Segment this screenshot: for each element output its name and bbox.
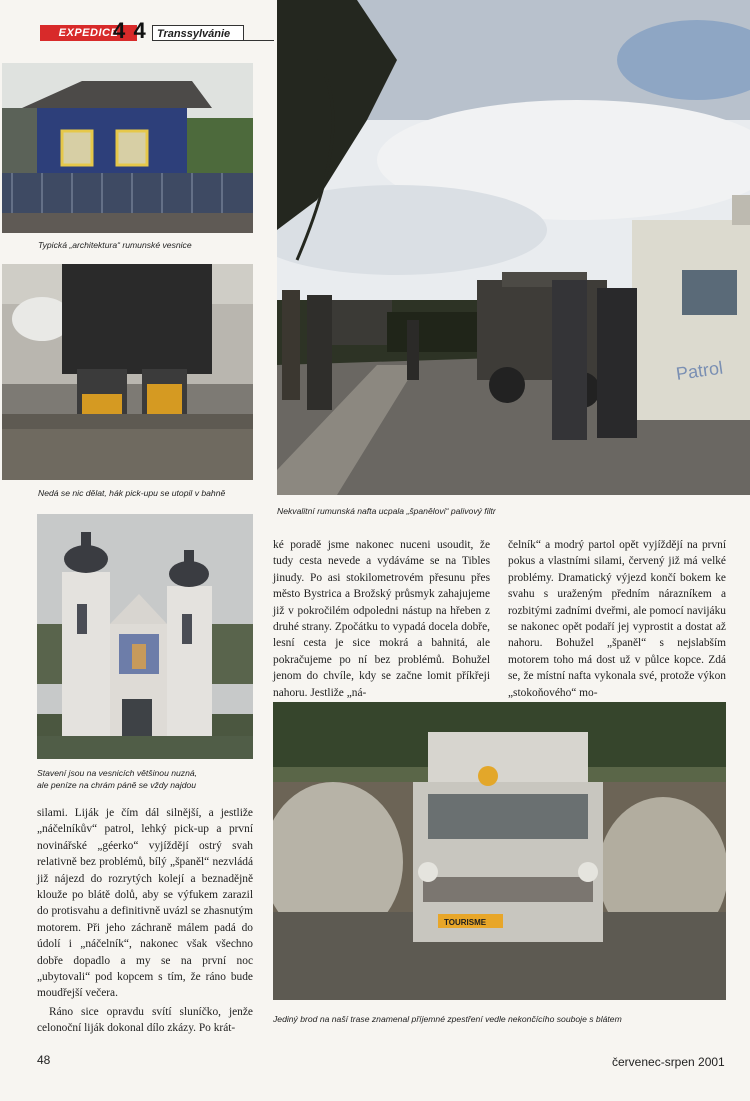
photo-church (37, 514, 253, 759)
logo-digit-left: 4 (113, 18, 124, 43)
caption-pickup: Nedá se nic dělat, hák pick-upu se utopil v bahně (38, 488, 226, 498)
page-number: 48 (37, 1053, 51, 1067)
photo-pickup-mud (2, 264, 253, 480)
photo-road-cars (277, 0, 750, 495)
logo-x: x (123, 18, 134, 43)
article-column-middle-top (273, 537, 490, 701)
photo-house (2, 63, 253, 233)
article-column-right-top (508, 537, 726, 701)
caption-church-line-2: ale peníze na chrám páně se vždy najdou (37, 780, 197, 790)
photo-ford-splash (273, 702, 726, 1000)
caption-ford: Jediný brod na naší trase znamenal příjemné zpestření vedle nekončícího souboje s blátem (273, 1014, 622, 1024)
caption-church-line-1: Stavení jsou na vesnicích většinou nuzná, (37, 768, 198, 778)
logo-4x4 (113, 20, 144, 42)
plate-text: TOURISME (444, 918, 487, 927)
article-paragraph: silami. Liják je čím dál silnější, a jestliže „náčelníkův“ patrol, lehký pick-up a první novinářské „géerko“ vyjíždějí ostrý svah relativně bez problémů, bílý „španěl“ nezvládá již nájezd do rozrytých kolejí a beznadějně klouže po blátě dolů, aby se výfukem zarazil do protisvahu a definitivně uvázl se zhasnutým motorem. Při jeho záchraně málem padá do údolí i „náčelník“, nakonec však všechno dobře dopadlo a my se na první noc „ubytovali“ pod kopcem s tím, že ráno bude moudřejší večera. (37, 807, 253, 1000)
article-paragraph: čelník“ a modrý partol opět vyjíždějí na první pokus a vlastními silami, červený již má velké problémy. Dramatický výjezd končí bokem ke svahu s uraženým předním nárazníkem a rozbitými zadními dveřmi, ale pomocí navijáku se nakonec opět podaří jej vyprostit a dostat až nahoru. Bohužel „španěl“ s nejslabším motorem toho má dost už v půlce kopce. Zdá se, že místní nafta vykonala své, protože výkon „stokoňového“ mo- (508, 539, 726, 699)
caption-road: Nekvalitní rumunská nafta ucpala „španělovi“ palivový filtr (277, 506, 496, 516)
logo-digit-right: 4 (133, 18, 144, 43)
issue-date: červenec-srpen 2001 (612, 1055, 725, 1069)
region-title: Transsylvánie (152, 25, 244, 41)
car-door-text: Patrol (674, 357, 725, 384)
article-paragraph: Ráno sice opravdu svítí sluníčko, jenže celonoční liják dokonal dílo zkázy. Po krát- (37, 1005, 253, 1035)
section-badge: EXPEDICE (40, 25, 137, 41)
article-column-left (37, 805, 253, 1037)
article-paragraph: ké poradě jsme nakonec nuceni usoudit, že tudy cesta nevede a vydáváme se na Tibles jinudy. Po asi stokilometrovém přesunu přes město Bystrica a Brožský průsmyk zahajujeme již v pokročilém odpoledni nástup na hřeben z druhé strany. Zpočátku to vypadá docela dobře, lesní cesta je sice mokrá a bahnitá, ale pokračujeme po ní bez problémů. Bohužel jenom do chvíle, kdy se začne lomit příkřeji nahoru. Jestliže „ná- (273, 539, 490, 699)
caption-house: Typická „architektura“ rumunské vesnice (38, 240, 192, 250)
